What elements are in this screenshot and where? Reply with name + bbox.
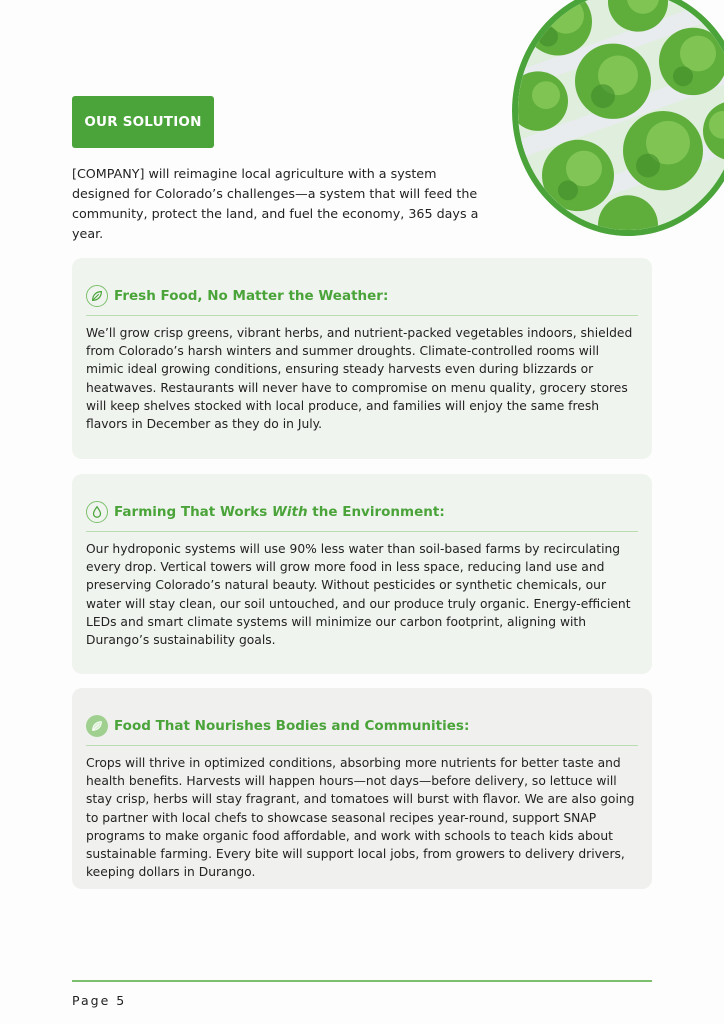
card-body: Crops will thrive in optimized conditions, absorbing more nutrients for better taste and health benefits. Harvests will happen hours—not days—before delivery, so lettuce will stay crisp, herbs will stay fragrant, and tomatoes will burst with flavor. We are also going to partner with local chefs to showcase seasonal recipes year-round, support SNAP programs to make organic food affordable, and work with schools to teach kids about sustainable farming. Every bite will support local jobs, from growers to delivery drivers, keeping dollars in Durango. (86, 756, 635, 880)
footer-divider (72, 980, 652, 982)
hero-lettuce-image (512, 0, 724, 236)
intro-paragraph: [COMPANY] will reimagine local agriculture with a system designed for Colorado’s challenges—a system that will feed the community, protect the land, and fuel the economy, 365 days a year. (72, 166, 479, 241)
card-title: Food That Nourishes Bodies and Communities: (114, 717, 470, 734)
card-title-emphasis: With (272, 503, 308, 520)
card-title: Fresh Food, No Matter the Weather: (114, 287, 389, 304)
feature-card-fresh-food (72, 258, 652, 459)
card-header (86, 492, 638, 532)
leaf-icon (86, 285, 108, 307)
card-title-part: Farming That Works (114, 503, 273, 520)
card-body: We’ll grow crisp greens, vibrant herbs, and nutrient-packed vegetables indoors, shielded from Colorado’s harsh winters and summer droughts. Climate-controlled rooms will mimic ideal growing conditions, ensuring steady harvests even during blizzards or heatwaves. Restaurants will never have to compromise on menu quality, grocery stores will keep shelves stocked with local produce, and families will enjoy the same fresh flavors in December as they do in July. (86, 326, 633, 432)
feature-card-environment (72, 474, 652, 674)
card-title (114, 504, 445, 520)
water-drop-icon (86, 501, 108, 523)
card-header (86, 706, 638, 746)
feature-card-nourishment (72, 688, 652, 889)
leaf-icon (86, 715, 108, 737)
section-tag: OUR SOLUTION (72, 96, 214, 148)
card-header (86, 276, 638, 316)
card-title-part: the Environment: (307, 503, 445, 520)
card-body: Our hydroponic systems will use 90% less water than soil-based farms by recirculating every drop. Vertical towers will grow more food in less space, reducing land use and preserving Colorado’s natural beauty. Without pesticides or synthetic chemicals, our water will stay clean, our soil untouched, and our produce truly organic. Energy-efficient LEDs and smart climate systems will minimize our carbon footprint, aligning with Durango’s sustainability goals. (86, 542, 631, 648)
page-number: Page 5 (72, 993, 127, 1008)
